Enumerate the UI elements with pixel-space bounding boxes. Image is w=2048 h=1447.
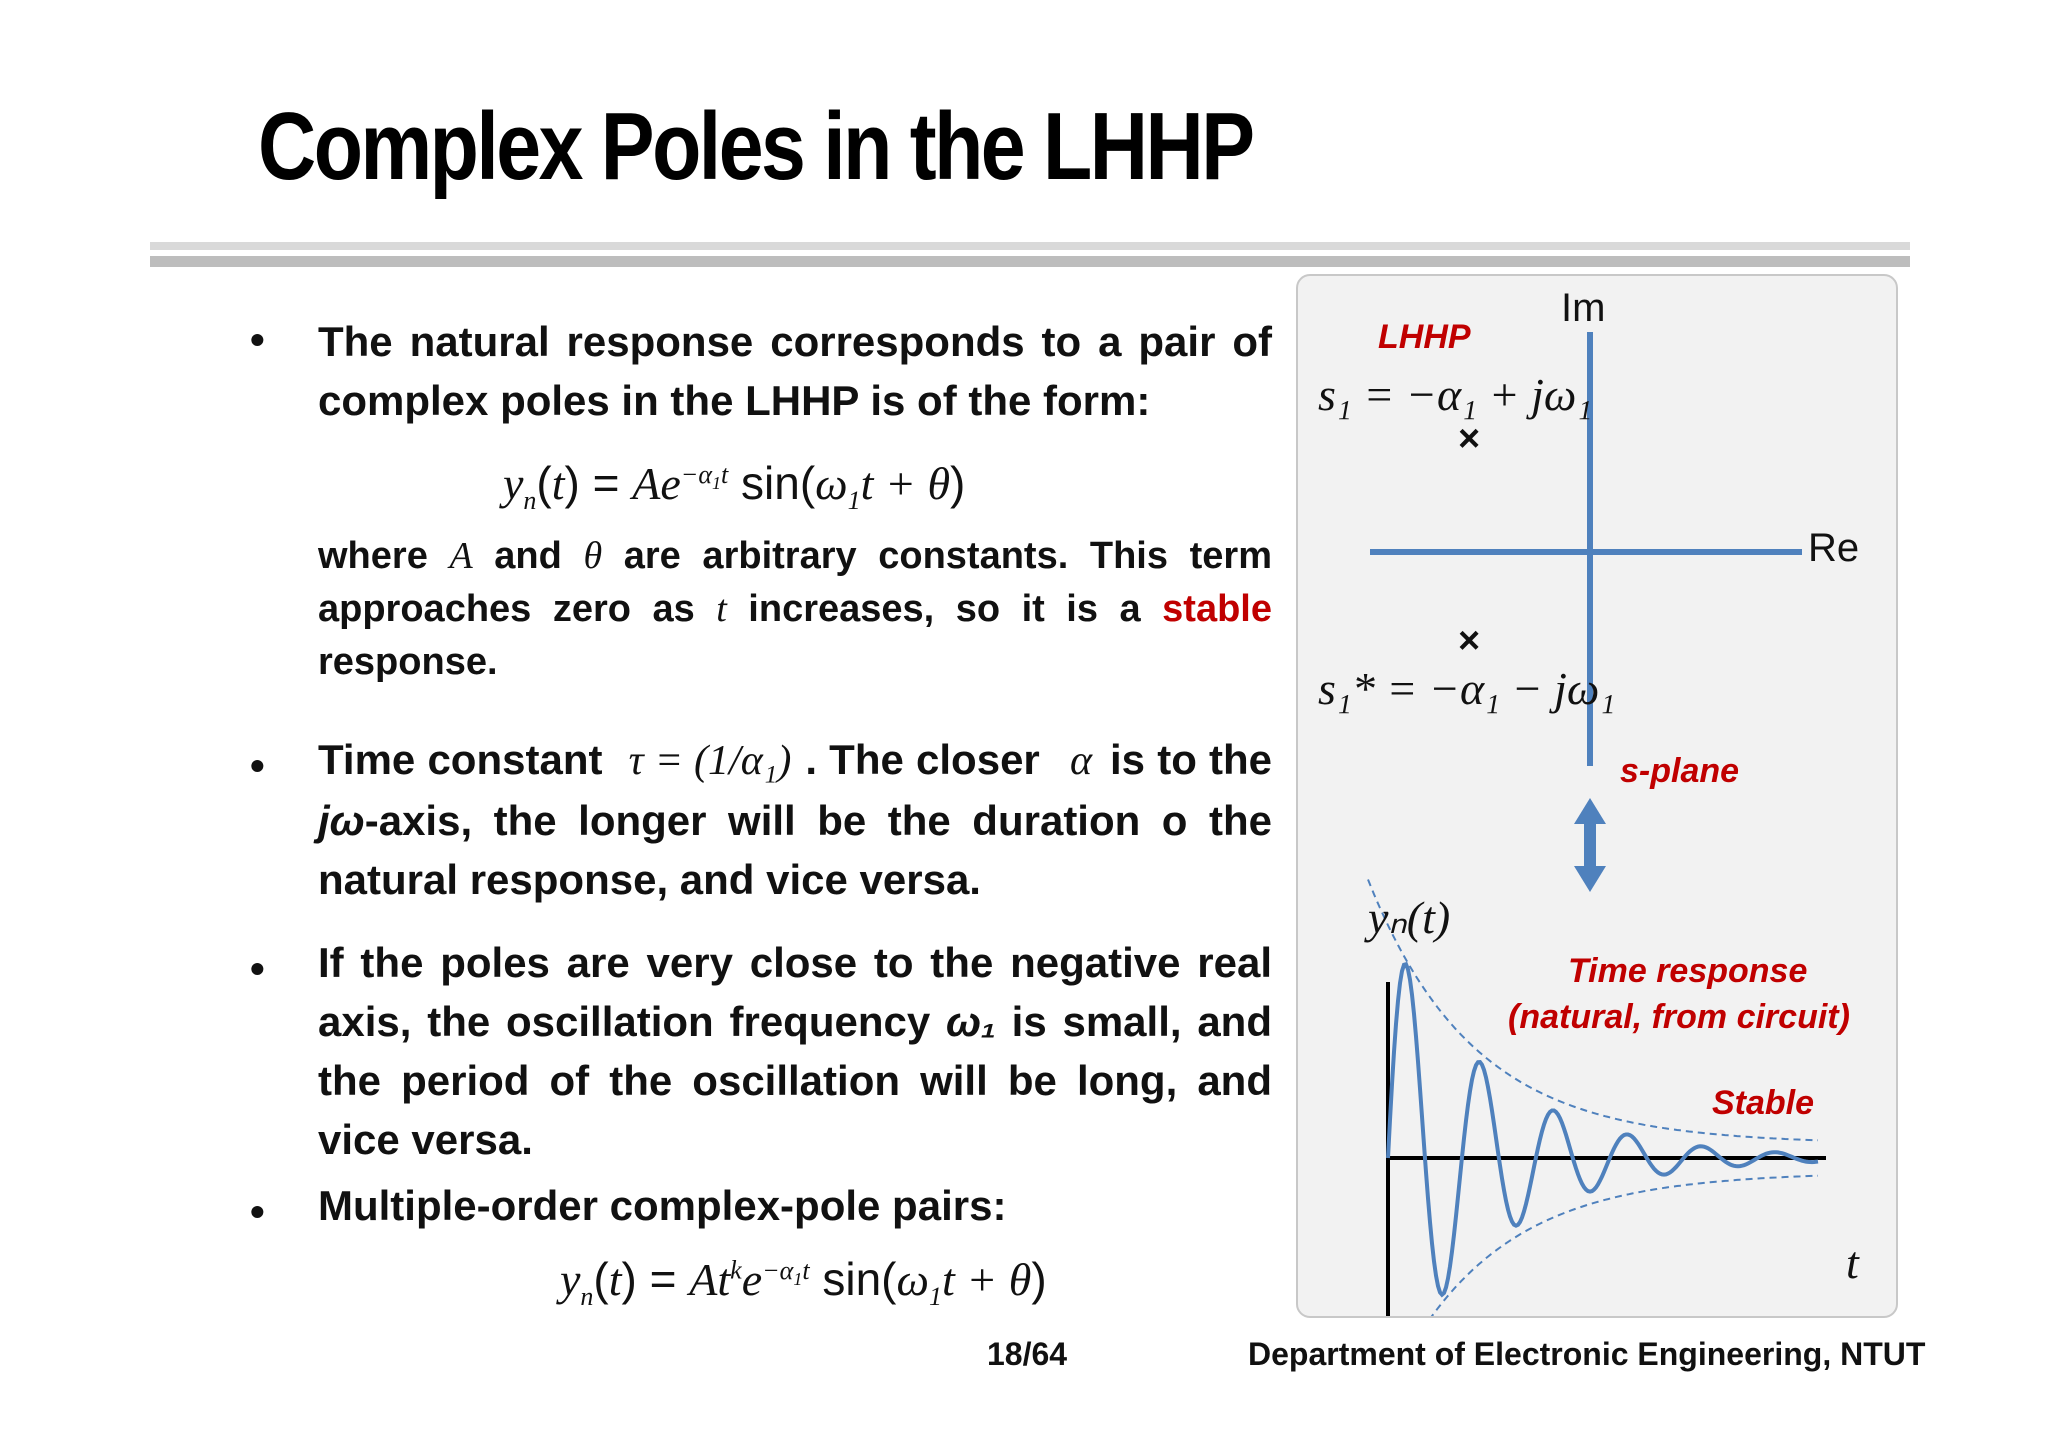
bullet-2-text: Time constant τ = (1/α₁) . The closer α is to the jω-axis, the longer will be the duration o the natural response, and vice versa. bbox=[318, 736, 1273, 903]
bullet-1-text: The natural response corresponds to a pair of complex poles in the LHHP is of the form: bbox=[318, 318, 1272, 424]
pole-s1-conjugate-label: s₁* = −α₁ − jω₁ bbox=[1318, 663, 1616, 714]
page-number: 18/64 bbox=[987, 1336, 1068, 1372]
time-response-sublabel: (natural, from circuit) bbox=[1508, 998, 1850, 1036]
lower-envelope bbox=[1368, 1176, 1818, 1316]
s-plane-label: s-plane bbox=[1620, 752, 1740, 790]
bullet-3-text: If the poles are very close to the negative real axis, the oscillation frequency ω₁ is small, and the period of the oscillation will be long, and vice versa. bbox=[318, 939, 1272, 1163]
stable-word: stable bbox=[1162, 588, 1272, 630]
im-axis-label: Im bbox=[1561, 286, 1606, 330]
bullet-marker: • bbox=[250, 316, 265, 363]
slide-title: Complex Poles in the LHHP bbox=[258, 93, 1253, 200]
time-constant-equation: τ = (1/α₁) bbox=[628, 738, 792, 784]
title-divider-light bbox=[150, 242, 1910, 250]
figure-canvas bbox=[1298, 276, 1896, 1316]
time-response-label: Time response bbox=[1568, 952, 1808, 990]
natural-response-equation: $y_n(t) = Ae^{-\alpha_1t}$ $\sin(\omega_1t + \theta)$ bbox=[503, 457, 966, 516]
pole-s1-label: s₁ = −α₁ + jω₁ bbox=[1318, 369, 1593, 420]
pole-s1-conjugate-marker: × bbox=[1458, 620, 1481, 662]
bullet-4-text: Multiple-order complex-pole pairs: bbox=[318, 1182, 1007, 1229]
constants-description: where A and θ are arbitrary constants. This term approaches zero as t increases, so it is a stable response. bbox=[318, 535, 1272, 683]
department-footer: Department of Electronic Engineering, NTUT bbox=[1248, 1336, 1926, 1372]
title-divider-dark bbox=[150, 256, 1910, 267]
stable-label: Stable bbox=[1712, 1084, 1815, 1122]
s-plane-figure-panel bbox=[1296, 274, 1898, 1318]
yn-t-label: yₙ(t) bbox=[1368, 892, 1451, 943]
multiple-order-equation: $y_n(t) = At^ke^{-\alpha_1t}$ $\sin(\omega_1t + \theta)$ bbox=[560, 1253, 1047, 1312]
pole-s1-marker: × bbox=[1458, 418, 1481, 460]
bullet-marker: • bbox=[250, 742, 265, 789]
re-axis-label: Re bbox=[1808, 526, 1860, 570]
bullet-marker: • bbox=[250, 1188, 265, 1235]
bullet-marker: • bbox=[250, 945, 265, 992]
time-axis-label: t bbox=[1846, 1237, 1859, 1288]
lhhp-label: LHHP bbox=[1378, 318, 1471, 356]
double-arrow-icon bbox=[1574, 798, 1606, 892]
